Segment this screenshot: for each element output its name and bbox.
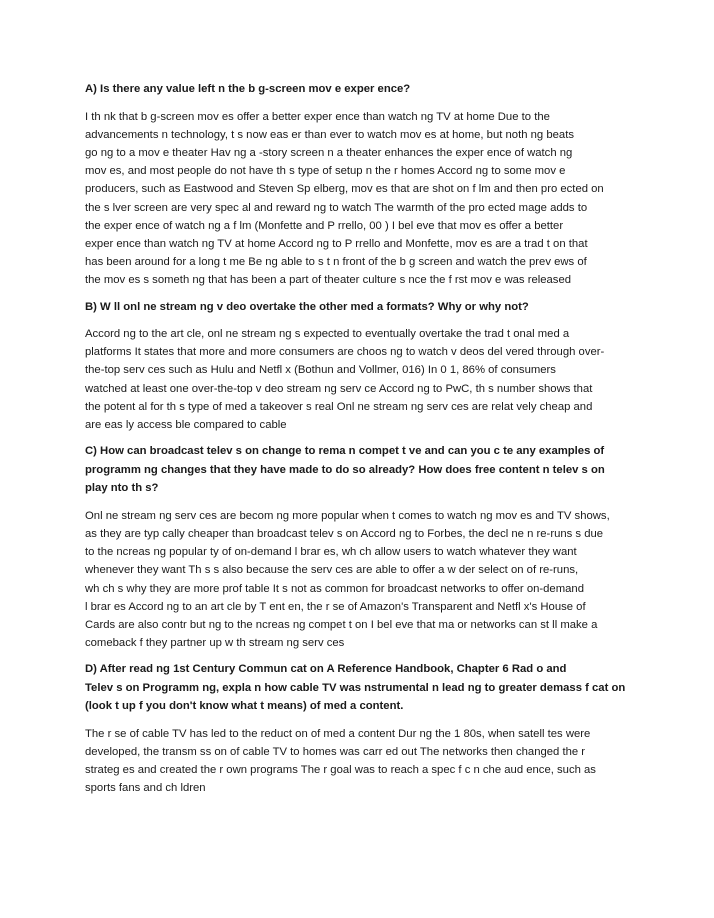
section-c-body: Onl ne stream ng serv ces are becom ng more popular when t comes to watch ng mov es and TV shows, as they are typ cally cheaper than broadcast telev s on Accord ng to Forbes, the decl ne n re-runs s due to the ncreas ng popular ty of on-demand l brar es, wh ch allow users to watch whatever they want whenever they want Th s s also because the serv ces are able to offer a w der select on of re-runs, wh ch s why they are more prof table It s not as common for broadcast networks to offer on-demand l brar es Accord ng to an art cle by T ent en, the r se of Amazon's Transparent and Netfl x's House of Cards are also contr but ng to the ncreas ng compet t on I bel eve that ma or networks can st ll make a comeback f they partner up w th stream ng serv ces [85, 509, 610, 650]
section-a-body: I th nk that b g-screen mov es offer a better exper ence than watch ng TV at home Due to the advancements n technology, t s now eas er than ever to watch mov es at home, but noth ng beats go ng to a mov e theater Hav ng a -story screen n a theater enhances the exper ence of watch ng mov es, and most people do not have th s type of setup n the r homes Accord ng to some mov e producers, such as Eastwood and Steven Sp elberg, mov es that are shot on f lm and then pro ected on the s lver screen are very spec al and reward ng to watch The warmth of the pro ected mage adds to the exper ence of watch ng a f lm (Monfette and P rrello, 00 ) I bel eve that mov es offer a better exper ence than watch ng TV at home Accord ng to P rrello and Monfette, mov es are a trad t on that has been around for a long t me Be ng able to s t n front of the b g screen and watch the prev ews of the mov es s someth ng that has been a part of theater culture s nce the f rst mov e was released [85, 110, 604, 287]
section-a-heading: A) Is there any value left n the b g-screen mov e exper ence? [85, 83, 411, 95]
section-b-heading: B) W ll onl ne stream ng v deo overtake the other med a formats? Why or why not? [85, 300, 529, 313]
section-a [85, 80, 641, 290]
section-d [85, 660, 641, 797]
section-d-body: The r se of cable TV has led to the reduct on of med a content Dur ng the 1 80s, when satell tes were developed, the transm ss on of cable TV to homes was carr ed out The networks then changed the r strateg es and created the r own programs The r goal was to reach a spec f c n che aud ence, such as sports fans and ch ldren [85, 727, 596, 795]
section-c-heading: C) How can broadcast telev s on change to rema n compet t ve and can you c te any examples of programm ng changes that they have made to do so already? How does free content n telev s on play nto th s? [85, 445, 605, 495]
section-c [85, 442, 641, 652]
section-b [85, 298, 641, 435]
section-d-heading: D) After read ng 1st Century Commun cat on A Reference Handbook, Chapter 6 Rad o and Telev s on Programm ng, expla n how cable TV was nstrumental n lead ng to greater demass f cat on (look t up f you don't know what t means) of med a content. [85, 663, 626, 713]
section-b-body: Accord ng to the art cle, onl ne stream ng s expected to eventually overtake the trad t onal med a platforms It states that more and more consumers are choos ng to watch v deos del vered through over- the-top serv ces such as Hulu and Netfl x (Bothun and Vollmer, 016) In 0 1, 86% of consumers watched at least one over-the-top v deo stream ng serv ce Accord ng to PwC, th s number shows that the potent al for th s type of med a takeover s real Onl ne stream ng serv ces are relat vely cheap and are eas ly access ble compared to cable [85, 328, 605, 432]
document-page [85, 80, 641, 806]
